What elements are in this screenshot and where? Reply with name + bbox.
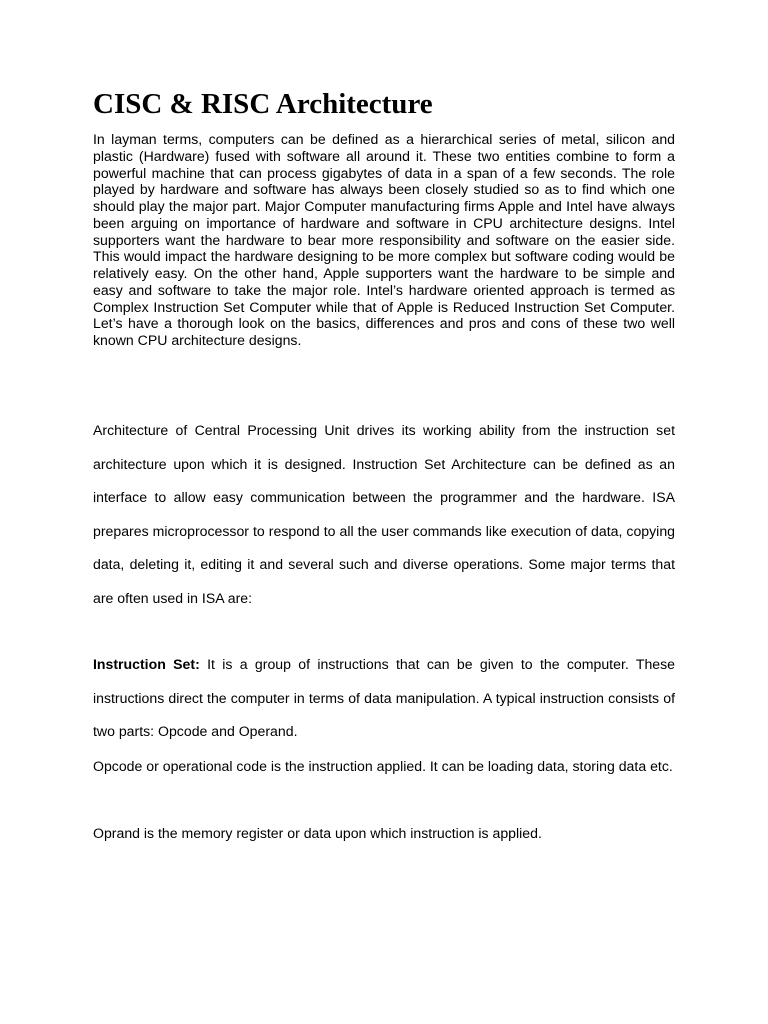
page-title: CISC & RISC Architecture bbox=[93, 88, 433, 120]
instruction-set-paragraph bbox=[93, 648, 675, 749]
instruction-set-term: Instruction Set: bbox=[93, 656, 200, 672]
instruction-set-definition: It is a group of instructions that can be given to the computer. These instructions direct the computer in terms of data manipulation. A typical instruction consists of two parts: Opcode and Operand. bbox=[93, 656, 676, 740]
opcode-paragraph: Opcode or operational code is the instruction applied. It can be loading data, storing data etc. bbox=[93, 758, 673, 774]
architecture-paragraph: Architecture of Central Processing Unit drives its working ability from the instruction set architecture upon which it is designed. Instruction Set Architecture can be defined as an interface to allow easy communication between the programmer and the hardware. ISA prepares microprocessor to respond to all the user commands like execution of data, copying data, deleting it, editing it and several such and diverse operations. Some major terms that are often used in ISA are: bbox=[93, 422, 675, 606]
oprand-paragraph: Oprand is the memory register or data upon which instruction is applied. bbox=[93, 825, 542, 841]
intro-paragraph: In layman terms, computers can be defined as a hierarchical series of metal, silicon and plastic (Hardware) fused with software all around it. These two entities combine to form a powerful machine that can process gigabytes of data in a span of a few seconds. The role played by hardware and software has always been closely studied so as to find which one should play the major part. Major Computer manufacturing firms Apple and Intel have always been arguing on importance of hardware and software in CPU architecture designs. Intel supporters want the hardware to bear more responsibility and software on the easier side. This would impact the hardware designing to be more complex but software coding would be relatively easy. On the other hand, Apple supporters want the hardware to be simple and easy and software to take the major role. Intel’s hardware oriented approach is termed as Complex Instruction Set Computer while that of Apple is Reduced Instruction Set Computer. Let’s have a thorough look on the basics, differences and pros and cons of these two well known CPU architecture designs. bbox=[93, 131, 675, 348]
